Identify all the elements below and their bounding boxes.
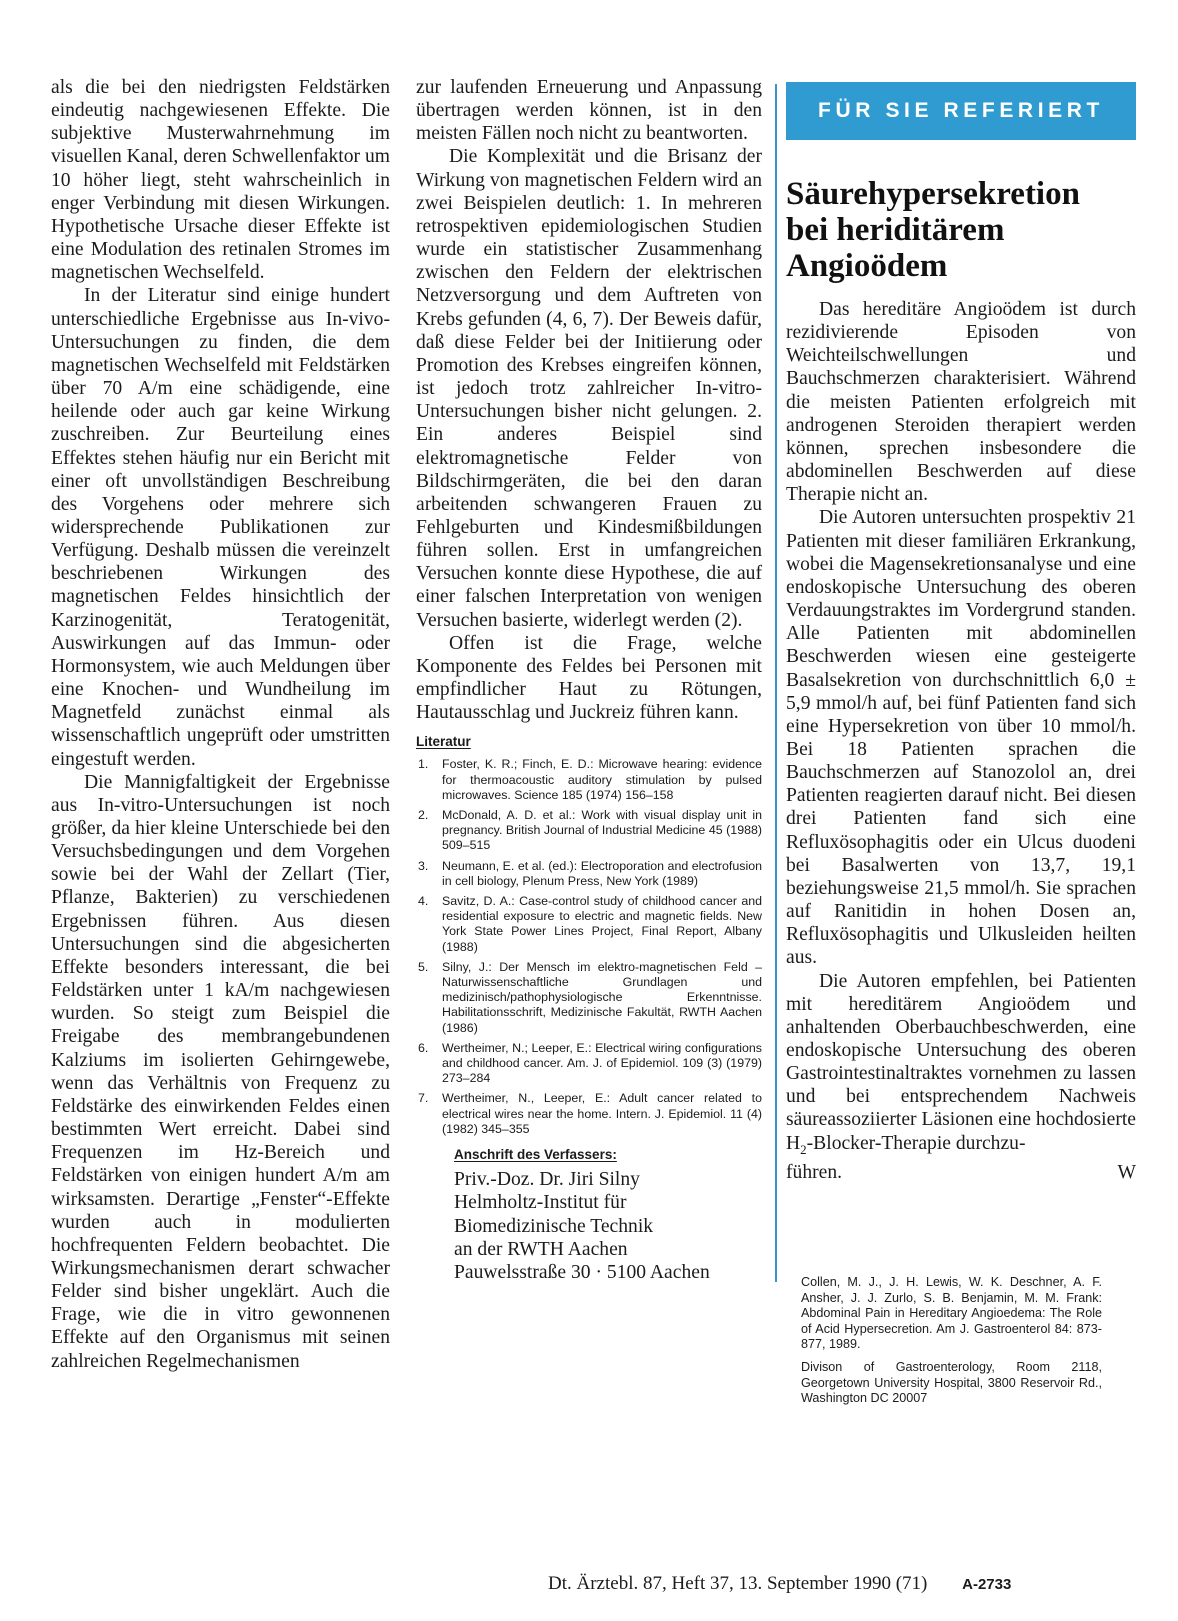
address-line: an der RWTH Aachen bbox=[454, 1238, 628, 1260]
column-divider bbox=[775, 84, 777, 1282]
journal-reference: Dt. Ärztebl. 87, Heft 37, 13. September 1990 (71) bbox=[548, 1573, 928, 1594]
reference-item: 7. Wertheimer, N., Leeper, E.: Adult cancer related to electrical wires near the home. Intern. J. Epidemiol. 11 (4) (1982) 345–355 bbox=[418, 1091, 762, 1136]
source-citation: Collen, M. J., J. H. Lewis, W. K. Deschner, A. F. Ansher, J. J. Zurlo, S. B. Benjamin, M. M. Frank: Abdominal Pain in Hereditary Angioedema: The Role of Acid Hypersecretion. Am J. Gastroenterol 84: 873-877, 1989. bbox=[801, 1275, 1102, 1352]
article-title bbox=[786, 176, 1136, 284]
reference-list bbox=[416, 757, 762, 1137]
reference-item: 5. Silny, J.: Der Mensch im elektro-magnetischen Feld – Naturwissenschaftliche Grundlagen und medizinisch/pathophysiologische Erkenntnisse. Habilitationsschrift, Medizinische Fakultät, RWTH Aachen (1986) bbox=[418, 959, 762, 1035]
address-heading: Anschrift des Verfassers: bbox=[454, 1147, 617, 1163]
literature-heading: Literatur bbox=[416, 734, 471, 750]
sidebar-column bbox=[786, 82, 1136, 1184]
col2-paragraph-1: zur laufenden Erneuerung und Anpassung übertragen werden können, ist in den meisten Fällen noch nicht zu beantworten. bbox=[416, 77, 762, 145]
summary-last-word: führen. bbox=[786, 1161, 843, 1183]
title-line: Angioödem bbox=[786, 248, 948, 284]
col2-paragraph-3: Offen ist die Frage, welche Komponente des Feldes bei Personen mit empfindlicher Haut zu Rötungen, Hautausschlag und Juckreiz führen kann. bbox=[416, 632, 762, 724]
reference-item: 2. McDonald, A. D. et al.: Work with visual display unit in pregnancy. British Journal of Industrial Medicine 45 (1988) 509–515 bbox=[418, 807, 762, 853]
article-column-2 bbox=[416, 76, 762, 1285]
page-number: A-2733 bbox=[962, 1576, 1012, 1593]
col1-paragraph-3: Die Mannigfaltigkeit der Ergebnisse aus In-vitro-Untersuchungen ist noch größer, da hier kleine Unterschiede bei den Versuchsbedingungen und dem Vorgehen sowie bei der Wahl der Zellart (Tier, Pflanze, Bakterien) zu verschiedenen Ergebnissen führen. Aus diesen Untersuchungen sind die abgesicherten Effekte besonders interessant, die bei Feldstärken unter 1 kA/m nachgewiesen wurden. So steigt zum Beispiel die Freigabe des membrangebundenen Kalziums im isolierten Gehirngewebe, wenn das Verhältnis von Frequenz zu Feldstärke des einwirkenden Feldes einen bestimmten Wert erreicht. Dabei sind Frequenzen im Hz-Bereich und Feldstärken von einigen hundert A/m am wirksamsten. Derartige „Fenster“-Effekte wurden auch in modulierten hochfrequenten Feldern beobachtet. Die Wirkungsmechanismen derart schwacher Felder sind bisher ungeklärt. Auch die Frage, wie die in vitro gewonnenen Effekte auf den Organismus mit seinen zahlreichen Regelmechanismen bbox=[51, 771, 390, 1372]
summary-paragraph-2: Die Autoren untersuchten prospektiv 21 Patienten mit dieser familiären Erkrankung, wobei die Magensekretionsanalyse und eine endoskopische Untersuchung des oberen Verdauungstraktes im Vordergrund standen. Alle Patienten mit abdominellen Beschwerden wiesen eine gesteigerte Basalsekretion von durchschnittlich 6,0 ± 5,9 mmol/h auf, bei fünf Patienten fand sich eine Hypersekretion von über 10 mmol/h. Bei 18 Patienten sprachen die Bauchschmerzen auf Stanozolol an, drei Patienten reagierten darauf nicht. Bei diesen drei Patienten fand sich eine Refluxösophagitis oder ein Ulcus duodeni bei Basalwerten von 13,7, 19,1 beziehungsweise 21,5 mmol/h. Sie sprachen auf Ranitidin in hohen Dosen an, Refluxösophagitis und Ulkusleiden heilten aus. bbox=[786, 507, 1136, 969]
author-address bbox=[454, 1168, 762, 1284]
author-initial: W bbox=[1117, 1161, 1136, 1183]
reference-item: 6. Wertheimer, N.; Leeper, E.: Electrical wiring configurations and childhood cancer. Am. J. of Epidemiol. 109 (3) (1979) 273–284 bbox=[418, 1040, 762, 1086]
address-line: Priv.-Doz. Dr. Jiri Silny bbox=[454, 1169, 640, 1191]
summary-paragraph-1: Das hereditäre Angioödem ist durch rezidivierende Episoden von Weichteilschwellungen und Bauchschmerzen charakterisiert. Während die meisten Patienten erfolgreich mit androgenen Steroiden therapiert werden können, sprechen insbesondere die abdominellen Beschwerden auf diese Therapie nicht an. bbox=[786, 299, 1136, 506]
col1-paragraph-2: In der Literatur sind einige hundert unterschiedliche Ergebnisse aus In-vivo-Untersuchungen zu finden, die dem magnetischen Wechselfeld mit Feldstärken über 70 A/m eine schädigende, eine heilende oder auch gar keine Wirkung zuschreiben. Zur Beurteilung eines Effektes stehen häufig nur ein Bericht mit einer oft unvollständigen Beschreibung des Vorgehens oder mehrere sich widersprechende Publikationen zur Verfügung. Deshalb müssen die vereinzelt beschriebenen Wirkungen des magnetischen Feldes hinsichtlich der Karzinogenität, Teratogenität, Auswirkungen auf das Immun- oder Hormonsystem, wie auch Meldungen über eine Knochen- und Wundheilung im Magnetfeld zunächst einmal als wissenschaftlich ungeprüft oder umstritten eingestuft werden. bbox=[51, 285, 390, 770]
col1-paragraph-1: als die bei den niedrigsten Feldstärken eindeutig nachgewiesenen Effekte. Die subjektive Musterwahrnehmung im visuellen Kanal, deren Schwellenfaktor um 10 höher liegt, steht wahrscheinlich in enger Verbindung mit diesen Wirkungen. Hypothetische Ursache dieser Effekte ist eine Modulation des retinalen Stromes im magnetischen Wechselfeld. bbox=[51, 77, 390, 284]
address-line: Pauwelsstraße 30 · 5100 Aachen bbox=[454, 1262, 710, 1284]
reference-item: 3. Neumann, E. et al. (ed.): Electroporation and electrofusion in cell biology, Plenum Press, New York (1989) bbox=[418, 858, 762, 888]
source-affiliation: Divison of Gastroenterology, Room 2118, Georgetown University Hospital, 3800 Reservoir Rd., Washington DC 20007 bbox=[801, 1359, 1102, 1406]
section-banner bbox=[786, 82, 1136, 140]
source-citation-block bbox=[801, 1275, 1102, 1414]
title-line: Säurehypersekretion bbox=[786, 176, 1080, 212]
address-line: Helmholtz-Institut für bbox=[454, 1192, 627, 1214]
col2-paragraph-2: Die Komplexität und die Brisanz der Wirkung von magnetischen Feldern wird an zwei Beispielen deutlich: 1. In mehreren retrospektiven epidemiologischen Studien wurde ein statistischer Zusammenhang zwischen den Feldern der elektrischen Netzversorgung und dem Auftreten von Krebs gefunden (4, 6, 7). Der Beweis dafür, daß diese Felder bei der Initiierung oder Promotion des Krebses eingreifen können, ist jedoch trotz zahlreicher In-vitro-Untersuchungen bisher nicht gelungen. 2. Ein anderes Beispiel sind elektromagnetische Felder von Bildschirmgeräten, die bei den daran arbeitenden schwangeren Frauen zu Fehlgeburten und Kindesmißbildungen führen sollen. Erst in umfangreichen Versuchen konnte diese Hypothese, die auf einer falschen Interpretation von wenigen Versuchen basierte, widerlegt werden (2). bbox=[416, 146, 762, 631]
summary-paragraph-3: Die Autoren empfehlen, bei Patienten mit hereditärem Angioödem und anhaltenden Oberbauchbeschwerden, eine endoskopische Untersuchung des oberen Gastrointestinaltraktes vornehmen zu lassen und bei entsprechendem Nachweis säureassoziierter Läsionen eine hochdosierte $H_2-Blocker$-Therapie durchzu- bbox=[786, 970, 1136, 1157]
page-footer bbox=[548, 1573, 1011, 1595]
title-line: bei heriditärem bbox=[786, 212, 1005, 248]
reference-item: 1. Foster, K. R.; Finch, E. D.: Microwave hearing: evidence for thermoacoustic auditory stimulation by pulsed microwaves. Science 185 (1974) 156–158 bbox=[418, 757, 762, 802]
article-column-1 bbox=[51, 76, 390, 1373]
section-banner-label: FÜR SIE REFERIERT bbox=[818, 99, 1104, 122]
reference-item: 4. Savitz, D. A.: Case-control study of childhood cancer and residential exposure to electric and magnetic fields. New York State Power Lines Project, Final Report, Albany (1988) bbox=[418, 894, 762, 954]
address-line: Biomedizinische Technik bbox=[454, 1215, 654, 1237]
summary-signature-line bbox=[786, 1161, 1136, 1184]
